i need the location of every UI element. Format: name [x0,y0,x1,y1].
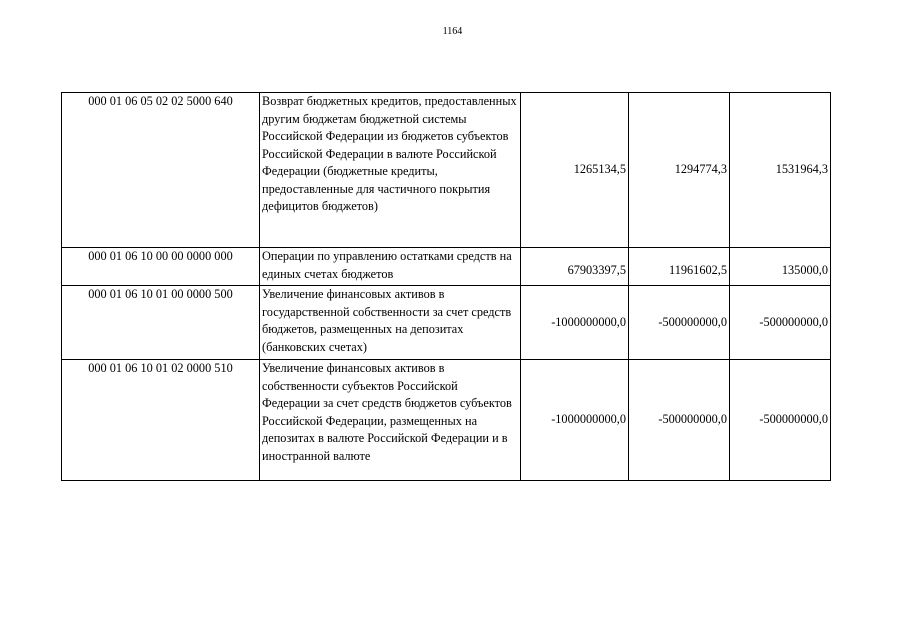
amount-cell-2: -500000000,0 [629,286,730,360]
amount-cell-1: -1000000000,0 [521,360,629,481]
budget-code-cell: 000 01 06 10 01 02 0000 510 [62,360,260,481]
budget-code-cell: 000 01 06 10 00 00 0000 000 [62,248,260,286]
amount-cell-3: 1531964,3 [730,93,831,248]
description-cell: Операции по управлению остатками средств на единых счетах бюджетов [260,248,521,286]
page-number: 1164 [442,26,463,37]
amount-cell-2: 1294774,3 [629,93,730,248]
amount-cell-1: 67903397,5 [521,248,629,286]
amount-cell-3: 135000,0 [730,248,831,286]
budget-sources-table [61,92,831,481]
description-cell: Увеличение финансовых активов в государственной собственности за счет средств бюджетов, размещенных на депозитах (банковских счетах) [260,286,521,360]
amount-cell-3: -500000000,0 [730,360,831,481]
description-cell: Увеличение финансовых активов в собственности субъектов Российской Федерации за счет средств бюджетов субъектов Российской Федерации, размещенных на депозитах в валюте Российской Федерации и в иностранной валюте [260,360,521,481]
table-row [62,286,831,360]
budget-code-cell: 000 01 06 10 01 00 0000 500 [62,286,260,360]
description-cell: Возврат бюджетных кредитов, предоставленных другим бюджетам бюджетной системы Российской Федерации из бюджетов субъектов Российской Федерации в валюте Российской Федерации (бюджетные кредиты, предоставленные для частичного покрытия дефицитов бюджетов) [260,93,521,248]
amount-cell-3: -500000000,0 [730,286,831,360]
amount-cell-2: -500000000,0 [629,360,730,481]
amount-cell-2: 11961602,5 [629,248,730,286]
amount-cell-1: -1000000000,0 [521,286,629,360]
table-row [62,248,831,286]
budget-code-cell: 000 01 06 05 02 02 5000 640 [62,93,260,248]
amount-cell-1: 1265134,5 [521,93,629,248]
table-row [62,93,831,248]
table-row [62,360,831,481]
